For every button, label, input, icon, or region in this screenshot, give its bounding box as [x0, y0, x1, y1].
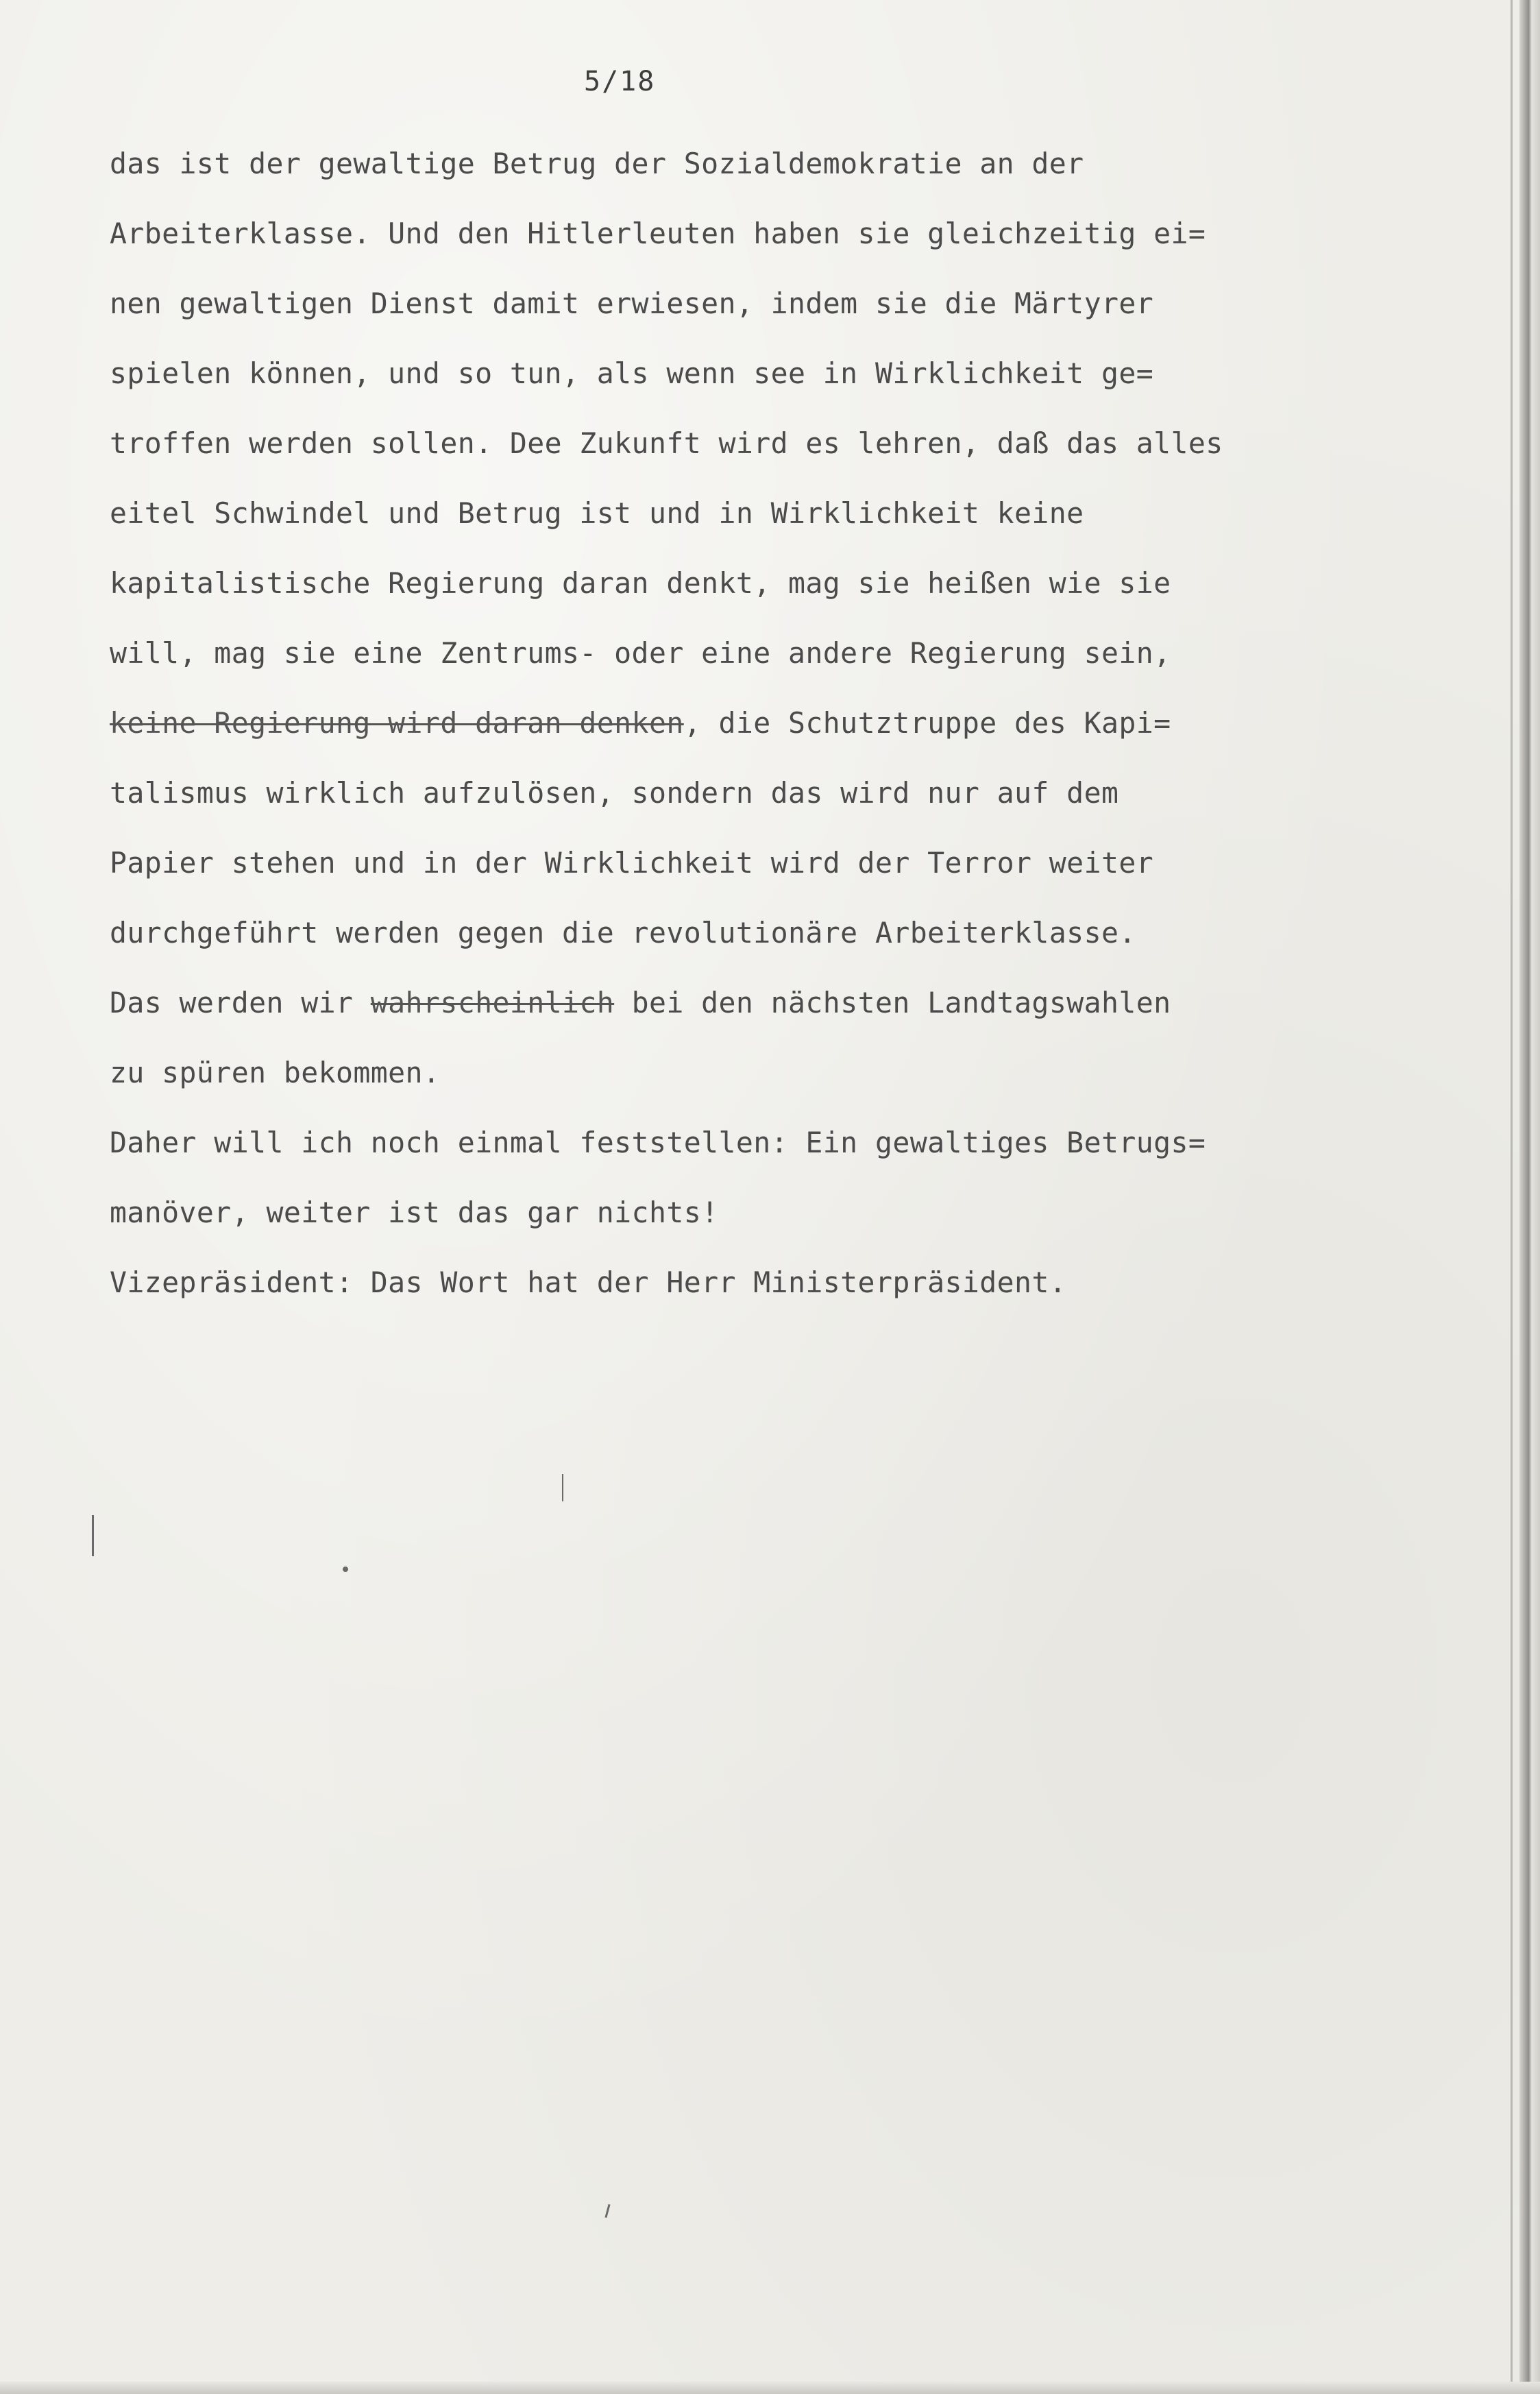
text-line-1: das ist der gewaltige Betrug der Sozialdemokratie an der: [110, 147, 1084, 180]
page-bottom-edge: [0, 2382, 1540, 2394]
text-line-14: zu spüren bekommen.: [110, 1056, 441, 1089]
text-line-5: troffen werden sollen. Dee Zukunft wird es lehren, daß das alles: [110, 426, 1223, 460]
margin-pencil-mark: [92, 1515, 94, 1556]
text-line-3: nen gewaltigen Dienst damit erwiesen, indem sie die Märtyrer: [110, 287, 1154, 320]
text-line-15: Daher will ich noch einmal feststellen: Ein gewaltiges Betrugs=: [110, 1126, 1206, 1159]
text-line-7: kapitalistische Regierung daran denkt, mag sie heißen wie sie: [110, 566, 1171, 600]
typed-text-block: [110, 129, 1501, 1318]
page-number: 5/18: [584, 66, 656, 97]
text-line-16: manöver, weiter ist das gar nichts!: [110, 1196, 719, 1229]
text-line-2: Arbeiterklasse. Und den Hitlerleuten haben sie gleichzeitig ei=: [110, 217, 1206, 250]
text-line-13-end: bei den nächsten Landtagswahlen: [614, 986, 1171, 1019]
text-line-13: [110, 968, 1501, 1038]
text-line-9-rest: , die Schutztruppe des Kapi=: [683, 706, 1171, 740]
text-line-6: eitel Schwindel und Betrug ist und in Wirklichkeit keine: [110, 496, 1084, 530]
text-line-12: durchgeführt werden gegen die revolutionäre Arbeiterklasse.: [110, 916, 1136, 950]
text-line-11: Papier stehen und in der Wirklichkeit wird der Terror weiter: [110, 846, 1154, 880]
text-line-9: [110, 688, 1501, 758]
struck-phrase: keine Regierung wird daran denken: [110, 706, 684, 740]
ink-dot: [343, 1567, 348, 1572]
struck-word: wahrscheinlich: [370, 986, 615, 1019]
page-fold-line: [1511, 0, 1513, 2394]
text-line-10: talismus wirklich aufzulösen, sondern das wird nur auf dem: [110, 776, 1119, 810]
text-line-13-start: Das werden wir: [110, 986, 371, 1019]
text-line-4: spielen können, und so tun, als wenn see in Wirklichkeit ge=: [110, 356, 1154, 390]
stray-mark-bottom: [604, 2204, 610, 2218]
text-line-17: Vizepräsident: Das Wort hat der Herr Ministerpräsident.: [110, 1266, 1067, 1299]
stray-mark: [562, 1474, 563, 1501]
page-right-edge: [1519, 0, 1540, 2394]
text-line-8: will, mag sie eine Zentrums- oder eine andere Regierung sein,: [110, 636, 1171, 670]
